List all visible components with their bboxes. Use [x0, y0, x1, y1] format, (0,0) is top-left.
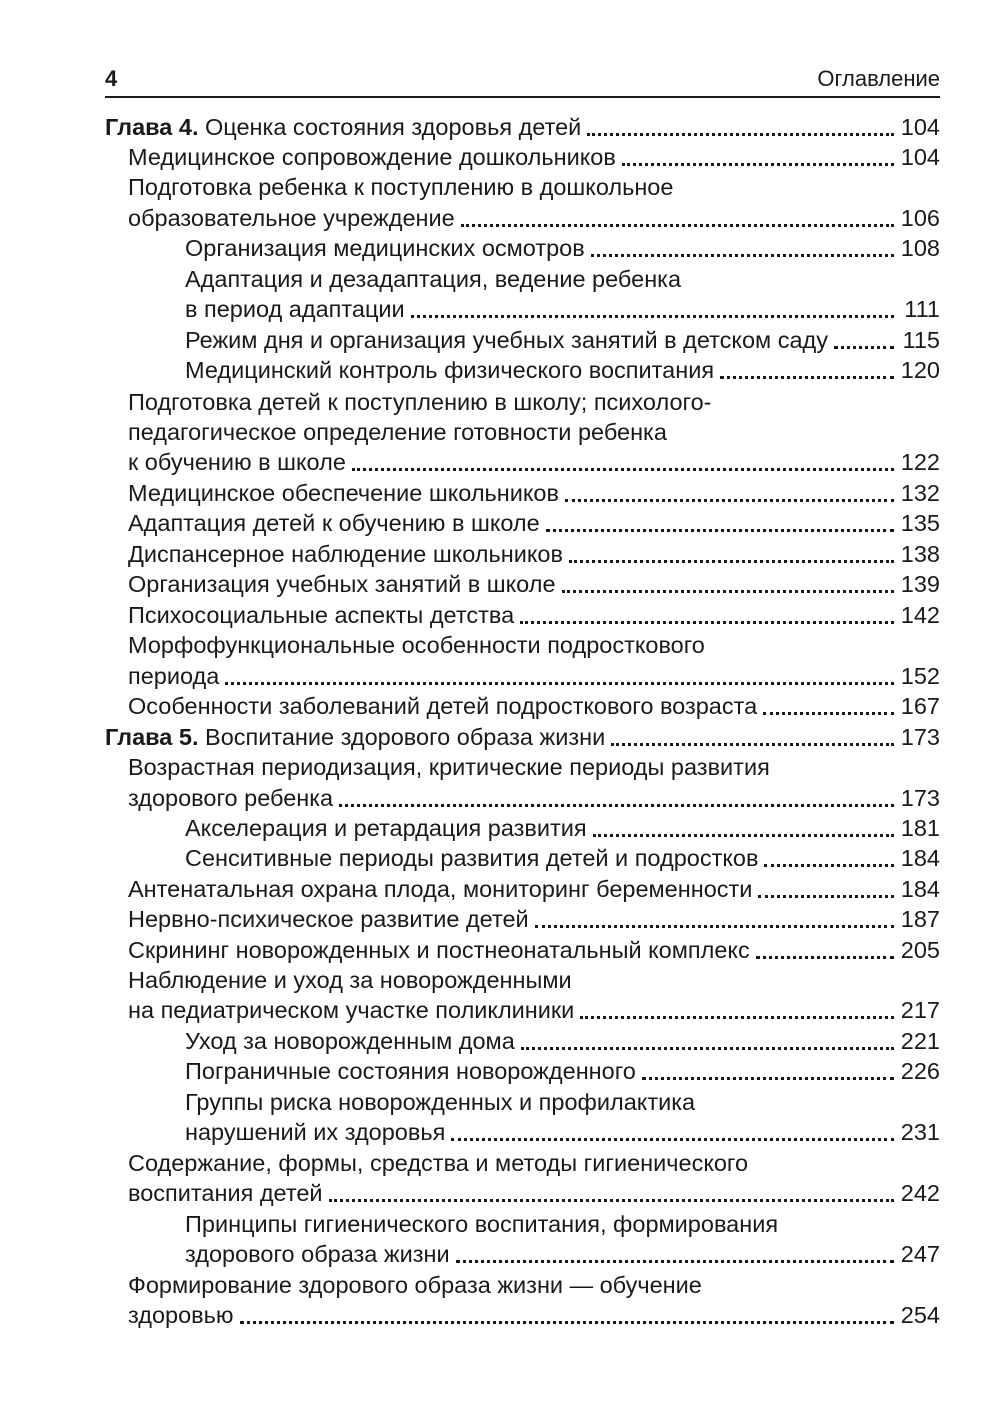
dot-leader — [546, 529, 894, 532]
entry-text: Подготовка ребенка к поступлению в дошкольное — [128, 174, 674, 200]
page-number-ref: 184 — [900, 845, 940, 871]
entry-text: Содержание, формы, средства и методы гигиенического — [128, 1150, 749, 1176]
entry-text: Организация учебных занятий в школе — [128, 571, 556, 597]
toc-entry-title — [128, 1300, 234, 1330]
entry-text: Организация медицинских осмотров — [185, 235, 585, 261]
toc-entry-title — [128, 569, 556, 599]
toc-entry — [128, 142, 940, 172]
entry-text: Пограничные состояния новорожденного — [185, 1058, 636, 1084]
dot-leader — [587, 133, 894, 136]
chapter-label: Глава 4. — [105, 114, 199, 140]
toc-entry — [185, 1087, 695, 1117]
toc-entry — [128, 661, 940, 691]
page-number-ref: 254 — [900, 1302, 940, 1328]
entry-text: здоровью — [128, 1302, 234, 1328]
entry-text: Оценка состояния здоровья детей — [198, 114, 582, 140]
dot-leader — [520, 621, 894, 624]
entry-text: Группы риска новорожденных и профилактика — [185, 1089, 696, 1115]
toc-entry-title — [128, 935, 750, 965]
toc-entry — [185, 294, 940, 324]
toc-entry — [128, 417, 667, 447]
page-number-ref: 217 — [900, 997, 940, 1023]
dot-leader — [622, 163, 894, 166]
entry-text: Психосоциальные аспекты детства — [128, 602, 515, 628]
toc-entry-title — [185, 325, 828, 355]
toc-entry-title — [128, 995, 574, 1025]
toc-entry — [185, 1117, 940, 1147]
toc-entry — [185, 813, 940, 843]
toc-entry — [185, 1209, 778, 1239]
toc-entry — [185, 1056, 940, 1086]
entry-text: Подготовка детей к поступлению в школу; психолого- — [128, 389, 712, 415]
dot-leader — [451, 1138, 894, 1141]
toc-entry-title — [128, 508, 540, 538]
toc-entry-title — [128, 904, 529, 934]
toc-entry-title — [185, 233, 585, 263]
toc-entry-title — [128, 172, 673, 202]
page-number-ref: 205 — [900, 937, 940, 963]
dot-leader — [569, 560, 894, 563]
page-number-ref: 181 — [900, 815, 940, 841]
entry-text: образовательное учреждение — [128, 205, 455, 231]
page-number-ref: 138 — [900, 541, 940, 567]
page-number-ref: 120 — [900, 357, 940, 383]
toc-entry — [185, 843, 940, 873]
page-number-ref: 108 — [900, 235, 940, 261]
entry-text: на педиатрическом участке поликлиники — [128, 997, 575, 1023]
dot-leader — [756, 956, 894, 959]
toc-entry — [128, 995, 940, 1025]
entry-text: Особенности заболеваний детей подросткового возраста — [128, 693, 758, 719]
toc-entry — [128, 447, 940, 477]
toc-entry-title — [185, 294, 405, 324]
toc-entry — [185, 264, 681, 294]
entry-text: Наблюдение и уход за новорожденными — [128, 967, 572, 993]
toc-entry — [185, 325, 940, 355]
dot-leader — [720, 376, 894, 379]
entry-text: периода — [128, 663, 220, 689]
toc-entry — [128, 203, 940, 233]
dot-leader — [580, 1016, 894, 1019]
dot-leader — [591, 254, 894, 257]
toc-entry-title — [128, 539, 563, 569]
page-number-ref: 173 — [900, 785, 940, 811]
dot-leader — [225, 682, 894, 685]
toc-entry — [128, 478, 940, 508]
toc-entry-title — [128, 1178, 323, 1208]
dot-leader — [593, 834, 894, 837]
entry-text: Медицинское обеспечение школьников — [128, 480, 559, 506]
entry-text: нарушений их здоровья — [185, 1119, 446, 1145]
entry-text: Принципы гигиенического воспитания, формирования — [185, 1211, 779, 1237]
toc-entry — [185, 233, 940, 263]
dot-leader — [329, 1199, 894, 1202]
dot-leader — [565, 499, 894, 502]
dot-leader — [411, 315, 894, 318]
toc-entry — [185, 1026, 940, 1056]
page-number-ref: 106 — [900, 205, 940, 231]
toc-entry — [128, 1300, 940, 1330]
toc-entry — [128, 630, 705, 660]
dot-leader — [461, 224, 894, 227]
entry-text: Уход за новорожденным дома — [185, 1028, 515, 1054]
toc-entry — [128, 569, 940, 599]
toc-entry-title — [105, 722, 605, 752]
toc-entry — [128, 600, 940, 630]
entry-text: Адаптация и дезадаптация, ведение ребенка — [185, 266, 682, 292]
page-number-ref: 184 — [900, 876, 940, 902]
page-number-ref: 173 — [900, 724, 940, 750]
toc-entry-title — [128, 478, 559, 508]
toc-entry-title — [185, 355, 714, 385]
page-number-ref: 104 — [900, 144, 940, 170]
entry-text: Возрастная периодизация, критические периоды развития — [128, 754, 770, 780]
toc-entry — [128, 752, 770, 782]
dot-leader — [611, 743, 894, 746]
dot-leader — [764, 864, 894, 867]
toc-entry-title — [128, 417, 667, 447]
entry-text: Медицинский контроль физического воспитания — [185, 357, 715, 383]
dot-leader — [456, 1260, 894, 1263]
entry-text: Сенситивные периоды развития детей и подростков — [185, 845, 759, 871]
toc-entry-title — [128, 661, 219, 691]
page-header — [105, 62, 940, 98]
page-number-ref: 226 — [900, 1058, 940, 1084]
entry-text: Нервно-психическое развитие детей — [128, 906, 529, 932]
page-number-ref: 242 — [900, 1180, 940, 1206]
toc-entry — [105, 722, 940, 752]
entry-text: Воспитание здорового образа жизни — [198, 724, 606, 750]
page-number-ref: 135 — [900, 510, 940, 536]
dot-leader — [562, 590, 894, 593]
entry-text: к обучению в школе — [128, 449, 346, 475]
entry-text: Адаптация детей к обучению в школе — [128, 510, 540, 536]
dot-leader — [339, 804, 894, 807]
dot-leader — [352, 468, 894, 471]
toc-entry-title — [128, 783, 333, 813]
toc-entry-title — [128, 387, 711, 417]
toc-entry — [128, 387, 711, 417]
page-number-ref: 132 — [900, 480, 940, 506]
page-number-ref: 187 — [900, 906, 940, 932]
toc-entry-title — [185, 843, 758, 873]
toc-entry-title — [185, 813, 587, 843]
entry-text: Скрининг новорожденных и постнеонатальный комплекс — [128, 937, 750, 963]
toc-entry-title — [128, 691, 757, 721]
page-number-ref: 122 — [900, 449, 940, 475]
section-title: Оглавление — [817, 66, 940, 91]
toc-entry — [185, 355, 940, 385]
toc-entry — [128, 935, 940, 965]
entry-text: в период адаптации — [185, 296, 405, 322]
toc-entry-title — [128, 630, 705, 660]
toc-entry-title — [185, 1056, 636, 1086]
entry-text: Медицинское сопровождение дошкольников — [128, 144, 616, 170]
dot-leader — [535, 925, 894, 928]
toc-entry — [128, 172, 673, 202]
entry-text: Формирование здорового образа жизни — обучение — [128, 1272, 702, 1298]
page-number: 4 — [105, 66, 118, 91]
toc-entry-title — [128, 142, 616, 172]
dot-leader — [521, 1047, 894, 1050]
toc-entry-title — [185, 264, 681, 294]
toc-entry-title — [128, 874, 752, 904]
toc-entry — [128, 1270, 702, 1300]
toc-entry-title — [128, 600, 514, 630]
toc-entry-title — [128, 1270, 702, 1300]
toc-entry-title — [185, 1209, 778, 1239]
dot-leader — [240, 1321, 894, 1324]
toc-entry — [128, 904, 940, 934]
page-number-ref: 231 — [900, 1119, 940, 1145]
entry-text: педагогическое определение готовности ребенка — [128, 419, 667, 445]
dot-leader — [763, 712, 894, 715]
toc-entry — [128, 965, 572, 995]
entry-text: Антенатальная охрана плода, мониторинг беременности — [128, 876, 753, 902]
page-number-ref: 221 — [900, 1028, 940, 1054]
toc-entry — [128, 783, 940, 813]
toc-entry-title — [185, 1239, 450, 1269]
entry-text: Диспансерное наблюдение школьников — [128, 541, 563, 567]
toc-entry-title — [185, 1026, 515, 1056]
page-number-ref: 152 — [900, 663, 940, 689]
toc-entry — [128, 539, 940, 569]
entry-text: здорового образа жизни — [185, 1241, 450, 1267]
entry-text: Режим дня и организация учебных занятий в детском саду — [185, 327, 828, 353]
dot-leader — [834, 346, 894, 349]
page-number-ref: 247 — [900, 1241, 940, 1267]
toc-entry — [128, 1148, 748, 1178]
toc-entry — [128, 508, 940, 538]
toc-entry-title — [105, 112, 581, 142]
toc-entry-title — [128, 447, 346, 477]
dot-leader — [758, 895, 894, 898]
entry-text: воспитания детей — [128, 1180, 323, 1206]
dot-leader — [642, 1077, 894, 1080]
toc-entry — [128, 874, 940, 904]
page-number-ref: 142 — [900, 602, 940, 628]
toc-entry-title — [128, 965, 572, 995]
entry-text: здорового ребенка — [128, 785, 334, 811]
toc-entry — [105, 112, 940, 142]
page-number-ref: 139 — [900, 571, 940, 597]
toc-entry-title — [128, 1148, 748, 1178]
page-number-ref: 111 — [904, 296, 940, 322]
entry-text: Морфофункциональные особенности подросткового — [128, 632, 705, 658]
page-number-ref: 167 — [900, 693, 940, 719]
chapter-label: Глава 5. — [105, 724, 199, 750]
page-number-ref: 115 — [902, 327, 940, 353]
toc-entry — [128, 1178, 940, 1208]
entry-text: Акселерация и ретардация развития — [185, 815, 587, 841]
toc-entry — [185, 1239, 940, 1269]
page-number-ref: 104 — [900, 114, 940, 140]
toc-entry-title — [128, 203, 455, 233]
toc-entry-title — [185, 1117, 445, 1147]
toc-entry — [128, 691, 940, 721]
toc-entry-title — [185, 1087, 695, 1117]
toc-entry-title — [128, 752, 770, 782]
